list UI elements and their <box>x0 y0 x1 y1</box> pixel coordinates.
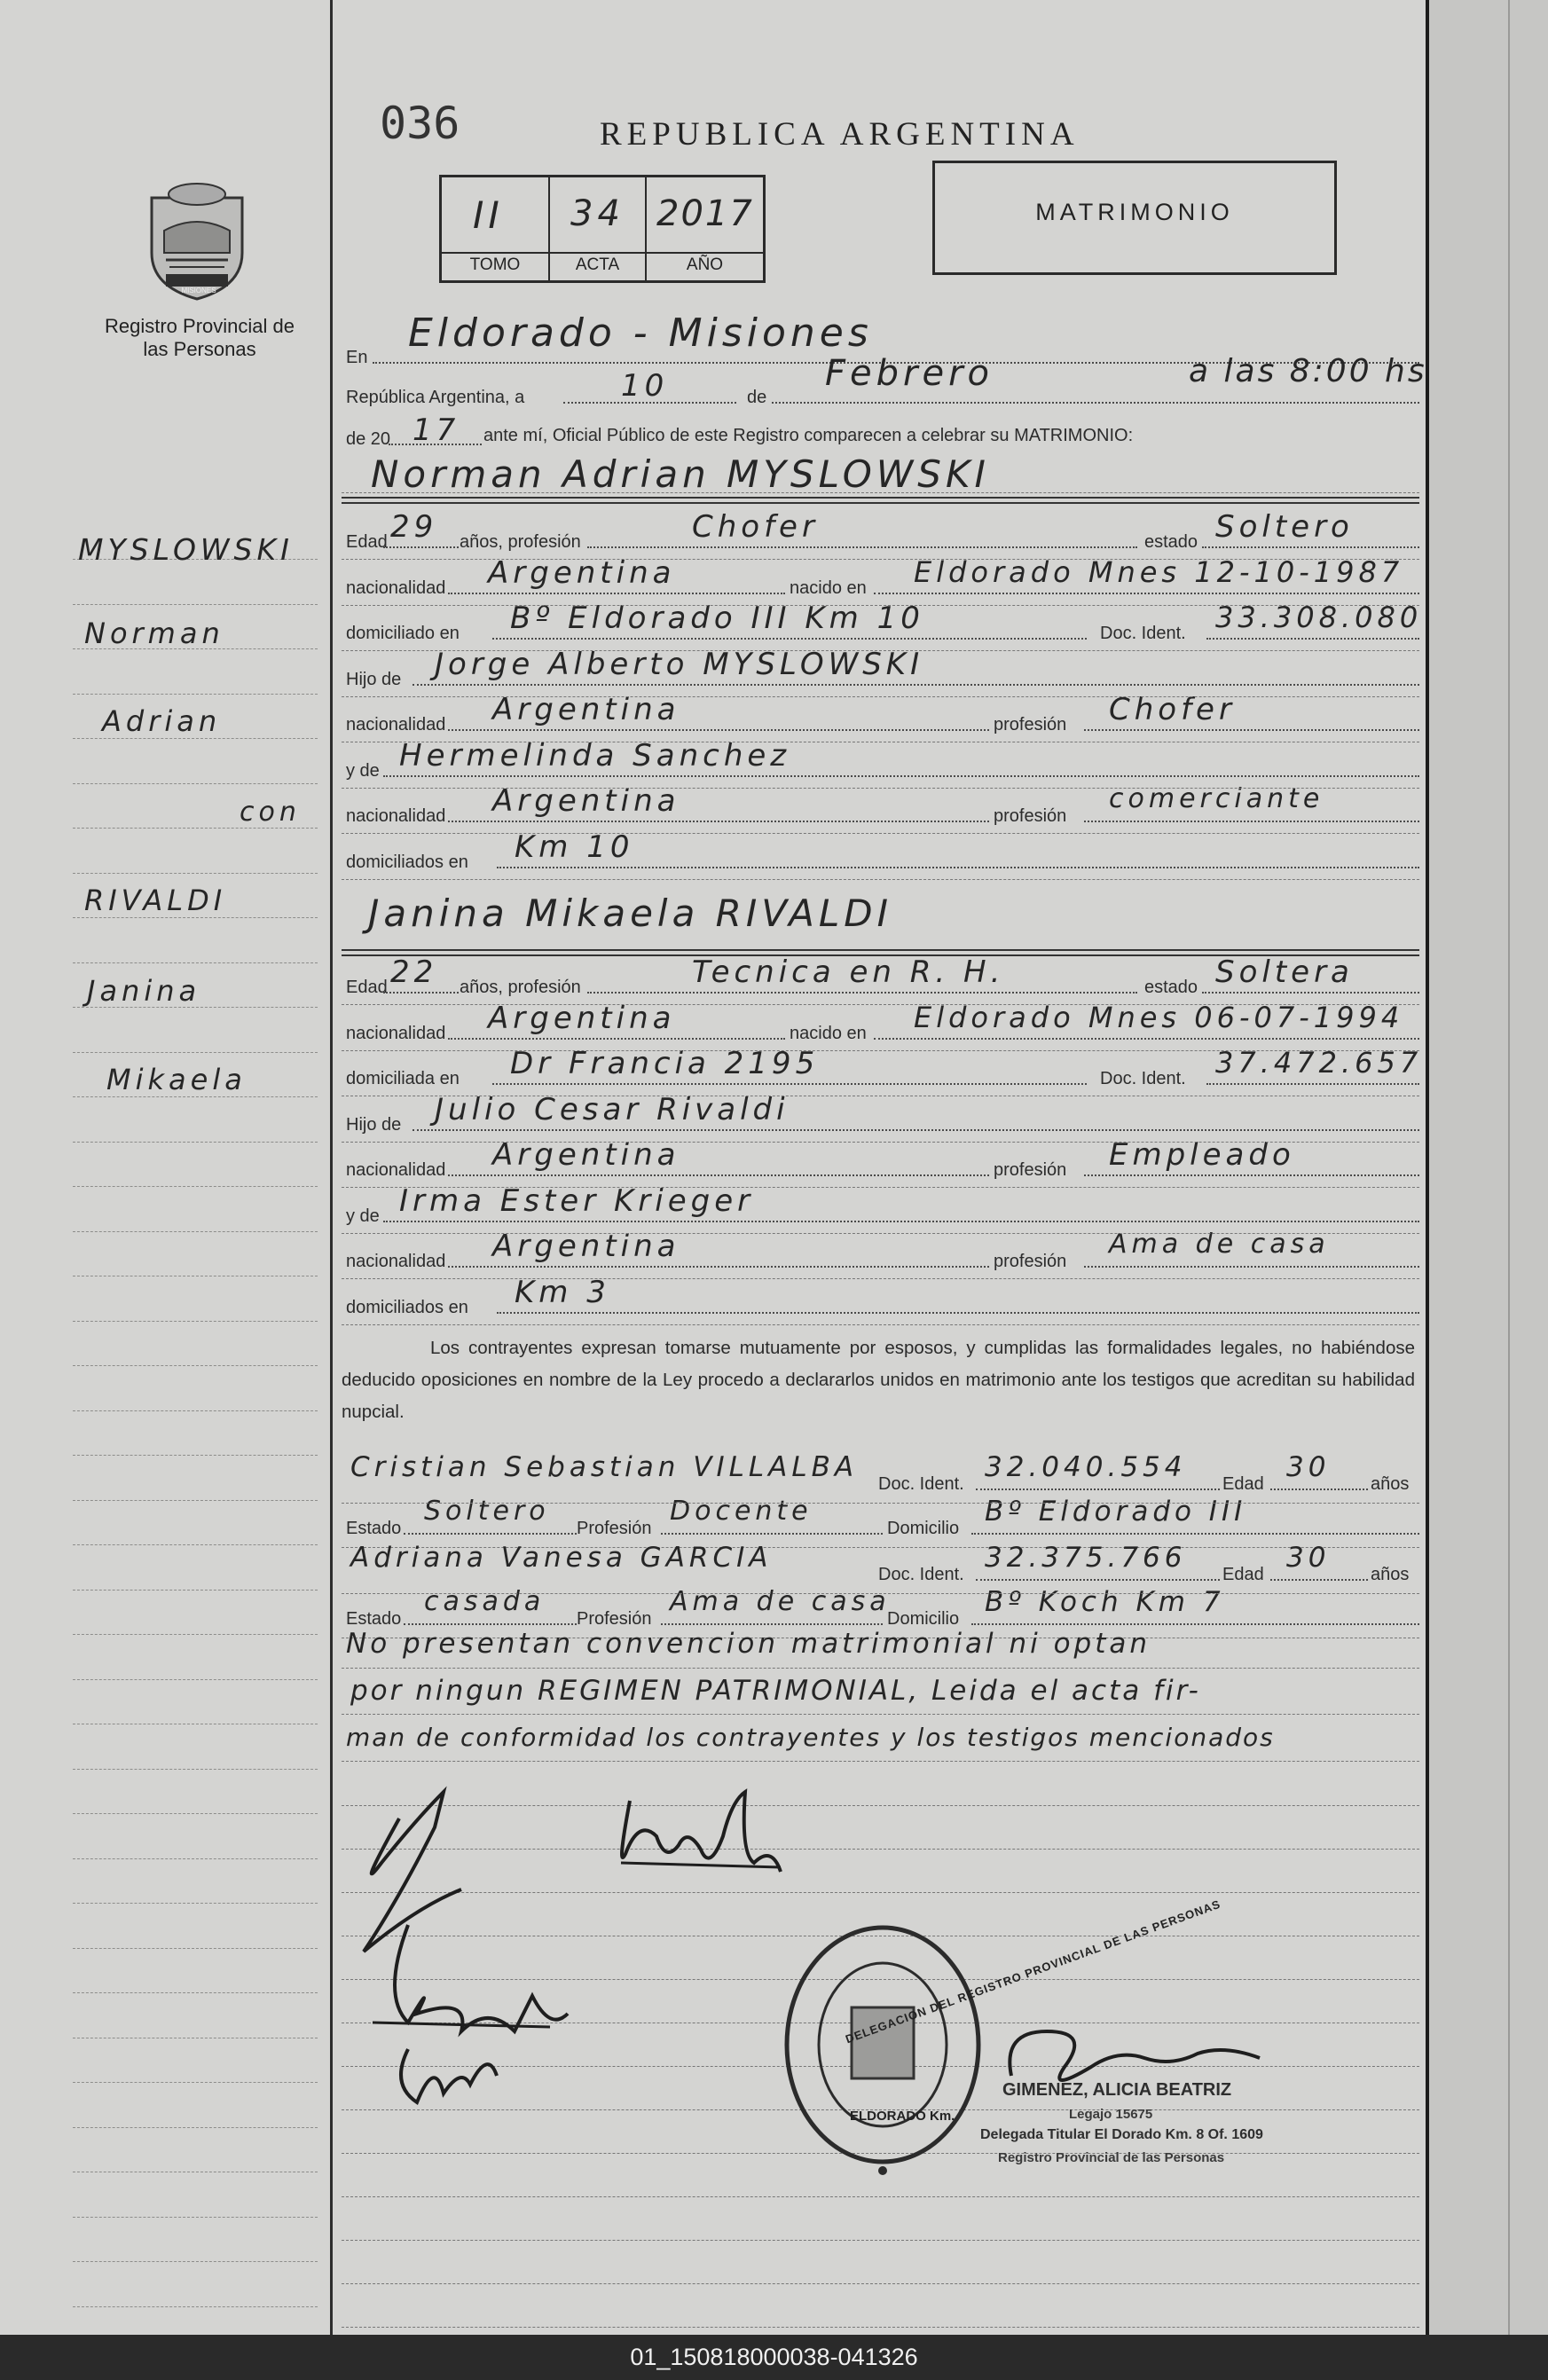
record-type: MATRIMONIO <box>1035 199 1234 225</box>
ruled-line <box>342 2283 1419 2284</box>
margin-rule <box>73 1096 318 1097</box>
witness-1-profesion-label: Profesión <box>577 1609 652 1629</box>
dotted-line <box>1084 821 1419 822</box>
note-line-2: por ningun REGIMEN PATRIMONIAL, Leida el acta fir- <box>350 1675 1201 1707</box>
groom-edad-label: Edad <box>346 532 388 552</box>
groom-mother-nat: Argentina <box>492 783 680 819</box>
dotted-line <box>448 1174 989 1176</box>
round-seal-icon <box>781 1912 985 2187</box>
dotted-line <box>971 1623 1419 1625</box>
logo-text: MISIONES <box>181 287 216 295</box>
groom-mother-prof-label: profesión <box>994 806 1067 826</box>
margin-note-middle-groom: Adrian <box>102 704 222 738</box>
margin-note-name-bride: Janina <box>87 974 201 1008</box>
ruled-line <box>342 788 1419 789</box>
scan-id-footer: 01_150818000038-041326 <box>0 2335 1548 2380</box>
ante-text: ante mí, Oficial Público de este Registro comparecen a celebrar su MATRIMONIO: <box>483 426 1134 445</box>
ruled-line <box>342 879 1419 880</box>
margin-rule <box>73 1455 318 1456</box>
declaration-text: Los contrayentes expresan tomarse mutuamente por esposos, y cumplidas las formalidades legales, no habiéndose deducido oposiciones en nombre de la Ley procedo a declararlos unidos en matrimonio ante los testigos que acreditan su habilidad nupcial. <box>342 1338 1415 1422</box>
bride-nacido-label: nacido en <box>790 1023 867 1043</box>
bride-mother-nat-label: nacionalidad <box>346 1252 446 1271</box>
margin-rule <box>73 1052 318 1053</box>
bride-estado: Soltera <box>1215 954 1354 990</box>
record-type-box <box>932 161 1337 275</box>
margin-rule <box>73 1590 318 1591</box>
groom-father: Jorge Alberto MYSLOWSKI <box>435 646 924 682</box>
anio-label: AÑO <box>686 255 724 274</box>
groom-nationality: Argentina <box>488 554 676 591</box>
de-label: de <box>747 388 767 407</box>
groom-doc-label: Doc. Ident. <box>1100 624 1186 643</box>
margin-rule <box>73 917 318 918</box>
witness-0-edad-label: Edad <box>1222 1474 1264 1494</box>
groom-parents-address: Km 10 <box>515 829 634 865</box>
margin-rule <box>73 694 318 695</box>
tomo-value: II <box>473 193 504 237</box>
groom-age: 29 <box>390 509 438 545</box>
dotted-line <box>448 593 785 594</box>
dotted-line <box>971 1533 1419 1535</box>
ruled-line <box>342 1004 1419 1005</box>
bride-domicilio-label: domiciliada en <box>346 1069 460 1088</box>
seal-center-text: ELDORADO Km. <box>850 2109 955 2124</box>
ruled-line <box>342 2327 1419 2328</box>
margin-rule <box>73 604 318 605</box>
dotted-line <box>1202 992 1419 994</box>
dotted-line <box>1084 729 1419 731</box>
dotted-line <box>383 1221 1419 1222</box>
bride-anios-label: años, profesión <box>460 978 581 997</box>
note-line-1: No presentan convencion matrimonial ni optan <box>346 1628 1151 1660</box>
groom-birth: Eldorado Mnes 12-10-1987 <box>914 554 1404 589</box>
witness-0-estado-label: Estado <box>346 1519 402 1538</box>
dotted-line <box>1206 638 1419 640</box>
groom-mother-nat-label: nacionalidad <box>346 806 446 826</box>
groom-father-prof-label: profesión <box>994 715 1067 734</box>
witness-0-name: Cristian Sebastian VILLALBA <box>350 1451 859 1483</box>
dotted-line <box>497 1312 1419 1314</box>
witness-1-doc-label: Doc. Ident. <box>878 1565 964 1584</box>
groom-name: Norman Adrian MYSLOWSKI <box>371 452 990 496</box>
ruled-line <box>342 1142 1419 1143</box>
stamp-legajo: Legajo 15675 <box>1069 2107 1153 2122</box>
dotted-line <box>1206 1083 1419 1085</box>
country-heading: REPUBLICA ARGENTINA <box>600 116 1080 153</box>
ruled-line <box>342 1187 1419 1188</box>
registry-logo <box>146 182 248 306</box>
margin-rule <box>73 783 318 784</box>
dotted-line <box>587 546 1137 548</box>
margin-rule <box>73 2127 318 2128</box>
misiones-shield-icon <box>146 182 248 302</box>
bride-domiciliados-label: domiciliados en <box>346 1297 468 1317</box>
groom-estado: Soltero <box>1215 509 1354 545</box>
day-value: 10 <box>621 368 669 404</box>
margin-rule <box>73 962 318 963</box>
ruled-line <box>342 1233 1419 1234</box>
witness-0-doc: 32.040.554 <box>985 1451 1187 1483</box>
year-suffix: 17 <box>413 412 460 448</box>
margin-rule <box>73 2082 318 2083</box>
en-label: En <box>346 348 368 367</box>
margin-rule <box>73 1142 318 1143</box>
bride-father-prof-label: profesión <box>994 1160 1067 1180</box>
margin-rule <box>73 1321 318 1322</box>
stamp-title: Delegada Titular El Dorado Km. 8 Of. 1609 <box>980 2127 1263 2142</box>
bride-age: 22 <box>390 954 438 990</box>
ruled-line <box>342 696 1419 697</box>
margin-rule <box>73 1903 318 1904</box>
groom-nacionalidad-label: nacionalidad <box>346 577 446 598</box>
witness-1-anios-label: años <box>1371 1565 1410 1584</box>
margin-rule <box>73 2217 318 2218</box>
bride-edad-label: Edad <box>346 978 388 997</box>
witness-0-profesion-label: Profesión <box>577 1519 652 1538</box>
margin-rule <box>73 828 318 829</box>
dotted-line <box>1270 1488 1368 1490</box>
dotted-line <box>448 1038 785 1040</box>
dotted-line <box>404 1623 577 1625</box>
witness-1-edad-label: Edad <box>1222 1565 1264 1584</box>
groom-separator <box>342 497 1419 504</box>
margin-rule <box>73 2306 318 2307</box>
bride-father-nat-label: nacionalidad <box>346 1160 446 1180</box>
dotted-line <box>448 1266 989 1268</box>
ruled-line <box>342 605 1419 606</box>
ruled-line <box>342 833 1419 834</box>
bride-mother: Irma Ester Krieger <box>399 1182 755 1219</box>
ruled-line <box>342 1593 1419 1594</box>
groom-doc: 33.308.080 <box>1215 601 1423 634</box>
witness-0-domicilio: Bº Eldorado III <box>985 1496 1247 1528</box>
place-value: Eldorado - Misiones <box>408 310 873 356</box>
dotted-line <box>383 992 459 994</box>
margin-note-con: con <box>240 797 301 828</box>
acta-label: ACTA <box>575 255 620 274</box>
note-line-3: man de conformidad los contrayentes y los testigos mencionados <box>346 1723 1275 1752</box>
dotted-line <box>587 992 1137 994</box>
stamp-name: GIMENEZ, ALICIA BEATRIZ <box>1002 2080 1232 2100</box>
groom-domicilio-label: domiciliado en <box>346 624 460 643</box>
bride-mother-prof-label: profesión <box>994 1252 1067 1271</box>
bride-nacionalidad-label: nacionalidad <box>346 1023 446 1043</box>
dotted-line <box>404 1533 577 1535</box>
witness-1-estado-label: Estado <box>346 1609 402 1629</box>
groom-anios-label: años, profesión <box>460 532 581 552</box>
dotted-line <box>492 638 1087 640</box>
margin-note-middle-bride: Mikaela <box>106 1063 247 1096</box>
dotted-line <box>413 1129 1419 1131</box>
witness-1-age: 30 <box>1286 1542 1331 1574</box>
dotted-line <box>383 546 459 548</box>
time-value: a las 8:00 hs <box>1189 353 1427 389</box>
margin-rule <box>73 738 318 739</box>
groom-profession: Chofer <box>692 509 819 545</box>
witness-0-estado: Soltero <box>424 1496 550 1527</box>
dotted-line <box>492 1083 1087 1085</box>
bride-profession: Tecnica en R. H. <box>692 954 1005 990</box>
bride-address: Dr Francia 2195 <box>510 1046 820 1081</box>
groom-father-nat-label: nacionalidad <box>346 715 446 734</box>
groom-estado-label: estado <box>1144 532 1198 552</box>
bride-estado-label: estado <box>1144 978 1198 997</box>
bride-birth: Eldorado Mnes 06-07-1994 <box>914 1000 1404 1034</box>
binding-strip <box>1429 0 1548 2335</box>
witness-0-profession: Docente <box>670 1496 813 1527</box>
groom-hijo-label: Hijo de <box>346 669 402 689</box>
ruled-line <box>342 1324 1419 1325</box>
stamp-registry: Registro Provincial de las Personas <box>998 2150 1225 2165</box>
dotted-line <box>661 1623 883 1625</box>
bride-father-nat: Argentina <box>492 1137 680 1173</box>
groom-father-nat: Argentina <box>492 692 680 727</box>
margin-note-name-groom: Norman <box>84 617 224 650</box>
dotted-line <box>1270 1579 1368 1581</box>
bride-doc: 37.472.657 <box>1215 1046 1423 1080</box>
dotted-line <box>383 775 1419 777</box>
ruled-line <box>342 2240 1419 2241</box>
witness-1-domicilio: Bº Koch Km 7 <box>985 1586 1225 1618</box>
de20-label: de 20 <box>346 429 391 449</box>
dotted-line <box>976 1488 1220 1490</box>
bride-parents-address: Km 3 <box>515 1274 610 1310</box>
bride-mother-prof: Ama de casa <box>1109 1229 1330 1260</box>
margin-note-surname-groom: MYSLOWSKI <box>78 532 294 567</box>
margin-rule <box>73 1231 318 1232</box>
dotted-line <box>1084 1174 1419 1176</box>
ruled-line <box>342 650 1419 651</box>
tomo-acta-anio-box <box>439 175 766 283</box>
dotted-line <box>976 1579 1220 1581</box>
seal-ring-text: DELEGACION DEL REGISTRO PROVINCIAL DE LAS PERSONAS <box>843 1897 1222 2046</box>
groom-father-prof: Chofer <box>1109 692 1236 727</box>
groom-mother: Hermelinda Sanchez <box>399 737 791 774</box>
margin-rule <box>73 1679 318 1680</box>
witness-1-domicilio-label: Domicilio <box>887 1609 960 1629</box>
witness-1-doc: 32.375.766 <box>985 1542 1187 1574</box>
dotted-line <box>874 593 1419 594</box>
margin-divider <box>330 0 333 2335</box>
margin-rule <box>73 873 318 874</box>
tomo-label: TOMO <box>469 255 521 274</box>
page-number: 036 <box>380 98 460 149</box>
witness-1-name: Adriana Vanesa GARCIA <box>350 1542 773 1574</box>
witness-0-doc-label: Doc. Ident. <box>878 1474 964 1494</box>
dotted-line <box>874 1038 1419 1040</box>
month-value: Febrero <box>825 353 994 394</box>
bride-mother-nat: Argentina <box>492 1229 680 1264</box>
margin-rule <box>73 1186 318 1187</box>
margin-rule <box>73 1500 318 1501</box>
ruled-line <box>342 1050 1419 1051</box>
bride-father-prof: Empleado <box>1109 1137 1295 1173</box>
margin-rule <box>73 1858 318 1859</box>
margin-rule <box>73 1544 318 1545</box>
witness-1-profession: Ama de casa <box>670 1586 891 1617</box>
ruled-line <box>342 1278 1419 1279</box>
margin-rule <box>73 1410 318 1411</box>
groom-mother-prof: comerciante <box>1109 783 1324 814</box>
margin-rule <box>73 1948 318 1949</box>
margin-rule <box>73 2261 318 2262</box>
groom-nacido-label: nacido en <box>790 577 867 598</box>
margin-rule <box>73 1634 318 1635</box>
bride-father: Julio Cesar Rivaldi <box>435 1091 790 1127</box>
dotted-line <box>661 1533 883 1535</box>
groom-domiciliados-label: domiciliados en <box>346 852 468 872</box>
binding-line <box>1508 0 1510 2335</box>
groom-yde-label: y de <box>346 760 380 781</box>
dotted-line <box>448 729 989 731</box>
witness-0-anios-label: años <box>1371 1474 1410 1494</box>
witness-1-estado: casada <box>424 1586 546 1617</box>
bride-name: Janina Mikaela RIVALDI <box>368 892 892 935</box>
dotted-line <box>1084 1266 1419 1268</box>
republica-label: República Argentina, a <box>346 388 525 407</box>
margin-note-surname-bride: RIVALDI <box>84 884 227 917</box>
bride-nationality: Argentina <box>488 1000 676 1036</box>
registry-name: Registro Provincial de las Personas <box>105 315 295 360</box>
margin-rule <box>73 1813 318 1814</box>
dotted-line <box>497 867 1419 868</box>
dotted-line <box>413 684 1419 686</box>
ruled-line <box>342 1503 1419 1504</box>
witness-0-age: 30 <box>1286 1451 1331 1483</box>
dotted-line <box>1202 546 1419 548</box>
bride-yde-label: y de <box>346 1206 380 1226</box>
ruled-line <box>342 559 1419 560</box>
groom-address: Bº Eldorado III Km 10 <box>510 601 924 636</box>
dotted-line <box>448 821 989 822</box>
margin-rule <box>73 1992 318 1993</box>
witness-0-domicilio-label: Domicilio <box>887 1519 960 1538</box>
margin-rule <box>73 1769 318 1770</box>
bride-hijo-label: Hijo de <box>346 1114 402 1135</box>
ruled-line <box>342 2196 1419 2197</box>
margin-rule <box>73 1365 318 1366</box>
bride-doc-label: Doc. Ident. <box>1100 1069 1186 1088</box>
anio-value: 2017 <box>656 193 754 234</box>
acta-value: 34 <box>570 193 625 234</box>
